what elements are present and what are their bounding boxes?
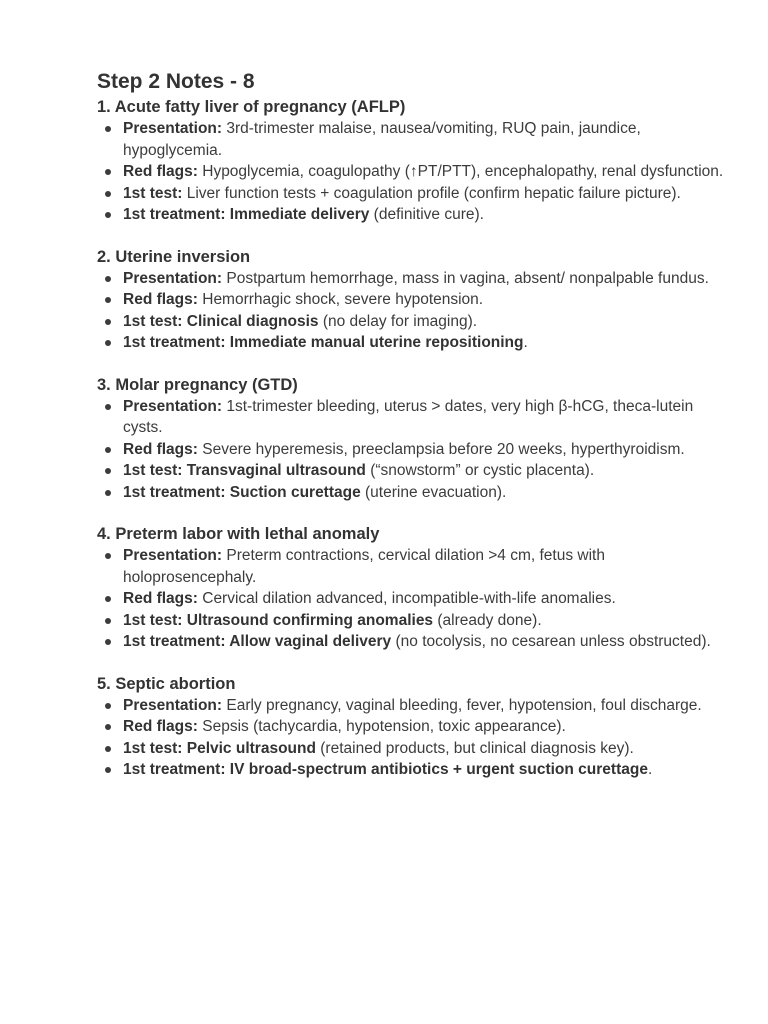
list-item [123,311,728,333]
item-text: (no delay for imaging). [318,312,478,330]
item-label: 1st treatment: [123,206,226,223]
bullet-dot-icon [105,618,111,624]
list-item [123,396,728,439]
list-item [123,332,728,354]
item-label: 1st test: [123,184,183,202]
bullet-dot-icon [105,553,111,559]
item-bold-value: Transvaginal ultrasound [182,462,366,479]
item-text: Hemorrhagic shock, severe hypotension. [197,291,484,308]
list-item [123,118,728,161]
item-text: (“snowstorm” or cystic placenta). [365,462,595,479]
item-label: 1st test: [123,739,183,757]
list-item [123,268,728,290]
note-section [97,673,728,781]
bullet-dot-icon [105,126,111,132]
item-text: (retained products, but clinical diagnosis key). [315,739,634,757]
bullet-dot-icon [105,276,111,282]
item-text: (no tocolysis, no cesarean unless obstructed). [391,633,711,650]
list-item [123,460,728,482]
item-text: Liver function tests + coagulation profile (confirm hepatic failure picture). [182,184,681,202]
bullet-dot-icon [105,490,111,496]
item-label: Red flags: [123,718,198,735]
item-text: Postpartum hemorrhage, mass in vagina, absent/ nonpalpable fundus. [222,269,709,287]
list-item [123,482,728,504]
item-label: 1st treatment: [123,334,226,351]
list-item [123,759,728,781]
section-heading: 1. Acute fatty liver of pregnancy (AFLP) [97,98,406,116]
item-bold-value: Ultrasound confirming anomalies [182,611,434,629]
bullet-dot-icon [105,639,111,645]
item-label: 1st test: [123,611,183,629]
bullet-dot-icon [105,169,111,175]
item-bold-value: Pelvic ultrasound [182,739,316,757]
item-text: Hypoglycemia, coagulopathy (↑PT/PTT), encephalopathy, renal dysfunction. [197,163,724,180]
section-heading: 4. Preterm labor with lethal anomaly [97,525,380,543]
item-label: 1st test: [123,462,183,479]
item-bold-value: Immediate manual uterine repositioning [225,334,524,351]
section-heading: 3. Molar pregnancy (GTD) [97,375,298,394]
item-text: (uterine evacuation). [360,483,507,501]
list-item [123,610,728,632]
item-text: . [523,334,528,351]
item-label: Presentation: [123,269,223,287]
list-item [123,289,728,311]
list-item [123,588,728,610]
item-text: (already done). [433,611,542,629]
item-bold-value: Clinical diagnosis [182,312,319,330]
item-label: Presentation: [123,547,223,564]
bullet-dot-icon [105,319,111,325]
bullet-list [97,118,728,226]
bullet-dot-icon [105,340,111,346]
bullet-dot-icon [105,297,111,303]
item-label: Presentation: [123,696,223,714]
list-item [123,161,728,183]
bullet-dot-icon [105,468,111,474]
list-item [123,631,728,653]
item-bold-value: IV broad-spectrum antibiotics + urgent suction curettage [225,761,648,778]
bullet-dot-icon [105,767,111,773]
note-section [97,96,728,226]
item-text: Cervical dilation advanced, incompatible-with-life anomalies. [197,590,616,607]
item-text: 3rd-trimester malaise, nausea/vomiting, RUQ pain, jaundice, hypoglycemia. [123,120,641,159]
note-section [97,246,728,354]
list-item [123,695,728,717]
section-heading: 2. Uterine inversion [97,247,251,266]
bullet-dot-icon [105,191,111,197]
sections-container [97,96,728,781]
item-bold-value: Allow vaginal delivery [225,633,392,650]
list-item [123,204,728,226]
bullet-list [97,545,728,653]
item-label: Presentation: [123,397,223,415]
bullet-dot-icon [105,404,111,410]
list-item [123,716,728,738]
bullet-list [97,268,728,354]
note-section [97,523,728,653]
item-text: 1st-trimester bleeding, uterus > dates, very high β-hCG, theca-lutein cysts. [123,397,694,436]
bullet-list [97,695,728,781]
item-text: Severe hyperemesis, preeclampsia before 20 weeks, hyperthyroidism. [197,440,685,458]
item-text: (definitive cure). [369,206,484,223]
item-label: Red flags: [123,590,198,607]
item-label: Red flags: [123,163,198,180]
item-bold-value: Suction curettage [225,483,361,501]
bullet-dot-icon [105,724,111,730]
item-text: Sepsis (tachycardia, hypotension, toxic appearance). [197,718,566,735]
list-item [123,439,728,461]
page-title: Step 2 Notes - 8 [97,70,255,93]
item-text: . [647,761,653,778]
item-label: 1st treatment: [123,761,226,778]
item-label: Presentation: [123,120,223,137]
item-label: Red flags: [123,440,198,458]
item-text: Preterm contractions, cervical dilation >4 cm, fetus with holoprosencephaly. [123,547,605,586]
bullet-dot-icon [105,212,111,218]
list-item [123,738,728,760]
bullet-list [97,396,728,504]
bullet-dot-icon [105,447,111,453]
bullet-dot-icon [105,596,111,602]
list-item [123,183,728,205]
item-label: 1st treatment: [123,483,226,501]
item-bold-value: Immediate delivery [225,206,370,223]
note-section [97,374,728,504]
bullet-dot-icon [105,746,111,752]
item-label: Red flags: [123,291,198,308]
list-item [123,545,728,588]
item-label: 1st treatment: [123,633,226,650]
section-heading: 5. Septic abortion [97,674,236,693]
item-text: Early pregnancy, vaginal bleeding, fever, hypotension, foul discharge. [222,696,702,714]
item-label: 1st test: [123,312,183,330]
bullet-dot-icon [105,703,111,709]
